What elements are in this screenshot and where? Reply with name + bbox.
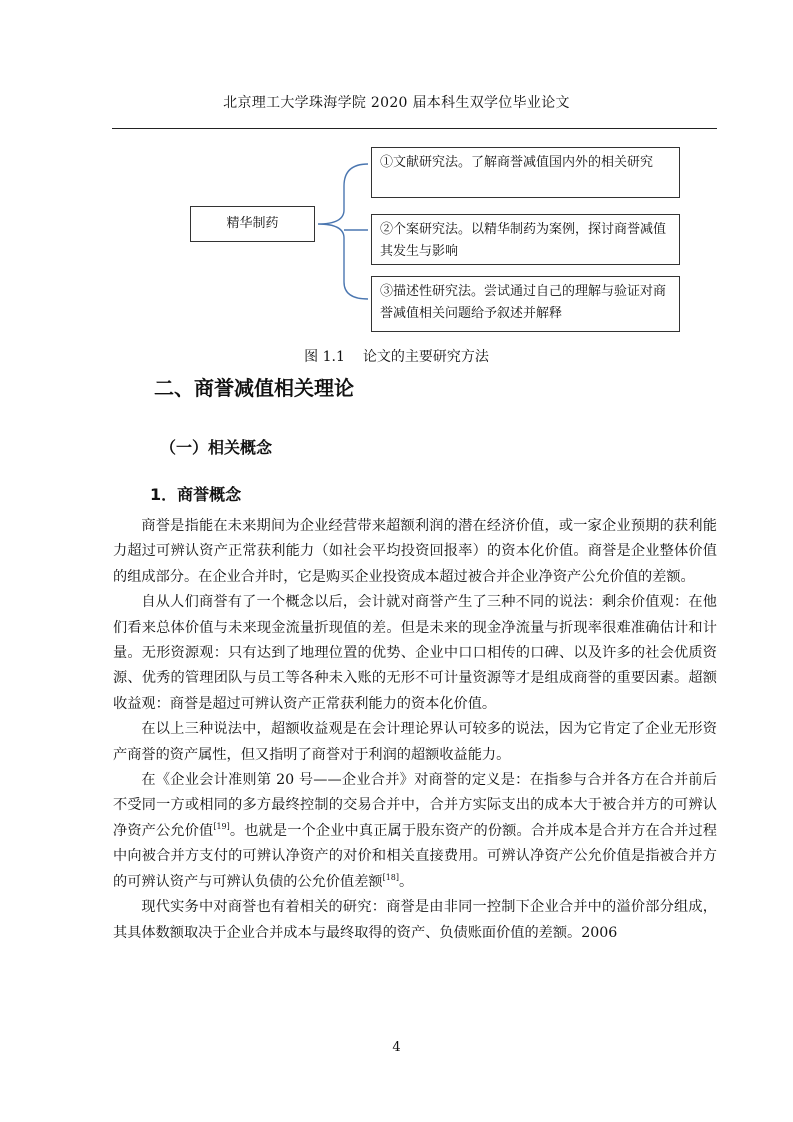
subsection-heading: （一）相关概念: [160, 438, 273, 457]
paragraph-segment: 。也就是一个企业中真正属于股东资产的份额。合并成本是合并方在合并过程中向被合并方支付的可辨认净资产的对价和相关直接费用。可辨认净资产公允价值是指被合并方的可辨认资产与可辨认负债的公允价值差额: [113, 822, 717, 890]
paragraph-segment: 。: [399, 873, 414, 890]
method-box-1: ①文献研究法。了解商誉减值国内外的相关研究: [371, 147, 680, 198]
paragraph: 现代实务中对商誉也有着相关的研究：商誉是由非同一控制下企业合并中的溢价部分组成，其具体数额取决于企业合并成本与最终取得的资产、负债账面价值的差额。2006: [113, 899, 717, 941]
citation: [19]: [213, 821, 230, 831]
method-box-3: ③描述性研究法。尝试通过自己的理解与验证对商誉减值相关问题给予叙述并解释: [371, 276, 680, 332]
figure-number: 图 1.1: [304, 349, 345, 365]
paragraph-segment: 在《企业会计准则第 20 号——企业合并》对商誉的定义是：在指参与合并各方在合并前后不受同一方或相同的多方最终控制的交易合并中，合并方实际支出的成本大于被合并方的可辨认净资产公允价值: [113, 772, 717, 839]
brace-line: [318, 164, 368, 299]
page-number: 4: [392, 1040, 401, 1055]
paragraph: 自从人们商誉有了一个概念以后，会计就对商誉产生了三种不同的说法：剩余价值观：在他们看来总体价值与未来现金流量折现值的差。但是未来的现金净流量与折现率很难准确估计和计量。无形资源观：只有达到了地理位置的优势、企业中口口相传的口碑、以及许多的社会优质资源、优秀的管理团队与员工等各种未入账的无形不可计量资源等才是组成商誉的重要因素。超额收益观：商誉是超过可辨认资产正常获利能力的资本化价值。: [113, 594, 717, 712]
section-heading: 二、商誉减值相关理论: [154, 376, 354, 400]
running-header: 北京理工大学珠海学院 2020 届本科生双学位毕业论文: [223, 95, 570, 111]
subsubsection-heading: 1．商誉概念: [150, 485, 242, 504]
paragraph: 商誉是指能在未来期间为企业经营带来超额利润的潜在经济价值，或一家企业预期的获利能力超过可辨认资产正常获利能力（如社会平均投资回报率）的资本化价值。商誉是企业整体价值的组成部分。在企业合并时，它是购买企业投资成本超过被合并企业净资产公允价值的差额。: [113, 518, 717, 585]
paragraph: [113, 768, 717, 895]
citation: [18]: [382, 872, 399, 882]
diagram-root-box: 精华制药: [190, 206, 315, 242]
body-text: [113, 514, 717, 946]
figure-caption: [0, 346, 793, 366]
method-box-2: ②个案研究法。以精华制药为案例，探讨商誉减值其发生与影响: [371, 214, 680, 265]
figure-caption-text: 论文的主要研究方法: [362, 349, 489, 365]
paragraph: 在以上三种说法中，超额收益观是在会计理论界认可较多的说法，因为它肯定了企业无形资产商誉的资产属性，但又指明了商誉对于利润的超额收益能力。: [113, 721, 717, 763]
